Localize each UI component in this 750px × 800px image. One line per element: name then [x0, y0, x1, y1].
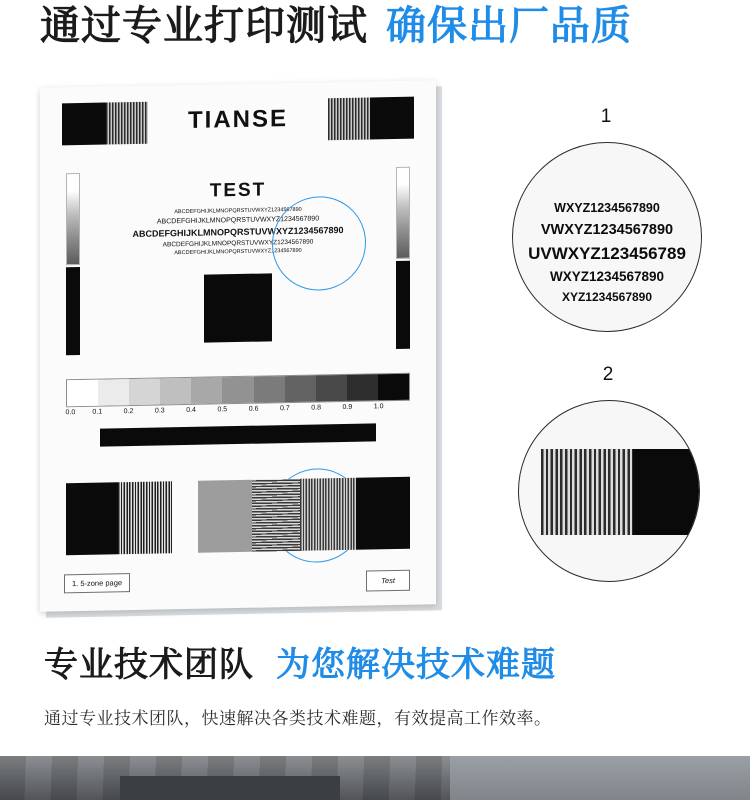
pattern-b-horizontal-lines — [252, 479, 306, 552]
gray-step — [129, 378, 160, 405]
gray-step — [347, 374, 378, 401]
magnified-solid-black — [633, 449, 700, 535]
pattern-test-row — [66, 477, 410, 556]
gray-bar-left-black — [66, 267, 80, 355]
pattern-c-solid — [356, 477, 410, 550]
pattern-a-vertical-lines — [118, 481, 172, 554]
sub-headline — [44, 638, 724, 684]
magnifier-1 — [512, 142, 702, 332]
gray-step — [378, 374, 409, 401]
gray-step-label: 0.5 — [217, 406, 228, 414]
sheet-surface — [40, 80, 436, 612]
gray-step-label: 1.0 — [373, 403, 384, 411]
pattern-c-vertical-lines — [300, 478, 356, 551]
photo-dark-accent — [120, 776, 340, 800]
headline-dark-text: 通过专业打印测试 — [40, 3, 368, 48]
sheet-tag-left: 1. 5-zone page — [64, 573, 130, 593]
pattern-block-b — [198, 479, 306, 553]
magnifier-2 — [518, 400, 700, 582]
pattern-b-gray — [198, 480, 252, 553]
gray-step — [222, 377, 253, 404]
gray-step-label: 0.8 — [311, 404, 321, 412]
magnified-text-line: VWXYZ1234567890 — [540, 222, 674, 238]
magnifier-1-label: 1 — [600, 106, 612, 127]
magnified-text-line: UVWXYZ123456789 — [528, 244, 686, 263]
center-solid-black-patch — [204, 273, 272, 342]
sub-headline-dark-text: 专业技术团队 — [44, 645, 254, 684]
gray-step — [316, 375, 347, 402]
gray-step — [67, 380, 98, 407]
gray-step-strip — [66, 373, 410, 408]
gray-step-label: 0.3 — [154, 407, 165, 415]
gray-step-label: 0.2 — [123, 408, 134, 416]
photo-right-area — [450, 756, 750, 800]
sub-headline-blue-text: 为您解决技术难题 — [276, 645, 556, 684]
gray-step-label: 0.1 — [92, 408, 103, 416]
print-test-sheet — [40, 84, 440, 614]
gray-step — [98, 379, 129, 406]
gray-step-label: 0.4 — [186, 406, 196, 414]
gray-step — [191, 377, 222, 404]
resolution-text-block — [40, 204, 436, 260]
magnifier-2-label: 2 — [602, 364, 614, 385]
gray-step-label: 0.6 — [248, 405, 259, 413]
magnified-text-line: WXYZ1234567890 — [554, 201, 660, 215]
pattern-block-c — [300, 477, 410, 551]
gray-step-label: 0.7 — [279, 405, 290, 413]
gray-step — [254, 376, 285, 403]
description-text: 通过专业技术团队，快速解决各类技术难题，有效提高工作效率。 — [44, 709, 552, 728]
gray-step-label: 0.0 — [65, 409, 76, 417]
gray-step — [160, 378, 191, 405]
sheet-test-word: TEST — [209, 179, 267, 202]
sheet-top-block-row — [62, 97, 414, 146]
pattern-a-solid — [66, 482, 118, 555]
bottom-photo-strip — [0, 756, 750, 800]
magnified-text-line: XYZ1234567890 — [561, 290, 653, 304]
page-headline — [40, 0, 730, 50]
sheet-brand-title: TIANSE — [187, 105, 288, 134]
resolution-text-line: ABCDEFGHIJKLMNOPQRSTUVWXYZ1234567890 — [162, 238, 314, 249]
resolution-text-line: ABCDEFGHIJKLMNOPQRSTUVWXYZ1234567890 — [132, 225, 344, 240]
magnified-stripe-pattern — [541, 449, 633, 535]
gray-step — [285, 376, 316, 403]
resolution-text-line: ABCDEFGHIJKLMNOPQRSTUVWXYZ1234567890 — [156, 215, 320, 226]
gray-step-label: 0.9 — [342, 403, 353, 411]
resolution-text-line: ABCDEFGHIJKLMNOPQRSTUVWXYZ1234567890 — [174, 247, 302, 256]
solid-black-bar — [100, 423, 376, 446]
highlight-circle-text — [272, 196, 366, 292]
headline-blue-text: 确保出厂品质 — [386, 3, 632, 48]
resolution-text-line: ABCDEFGHIJKLMNOPQRSTUVWXYZ1234567890 — [174, 206, 302, 216]
gray-bar-right-black — [396, 261, 410, 349]
pattern-block-a — [66, 481, 172, 555]
sheet-tag-right: Test — [366, 570, 410, 592]
magnified-text-line: WXYZ1234567890 — [549, 269, 665, 284]
